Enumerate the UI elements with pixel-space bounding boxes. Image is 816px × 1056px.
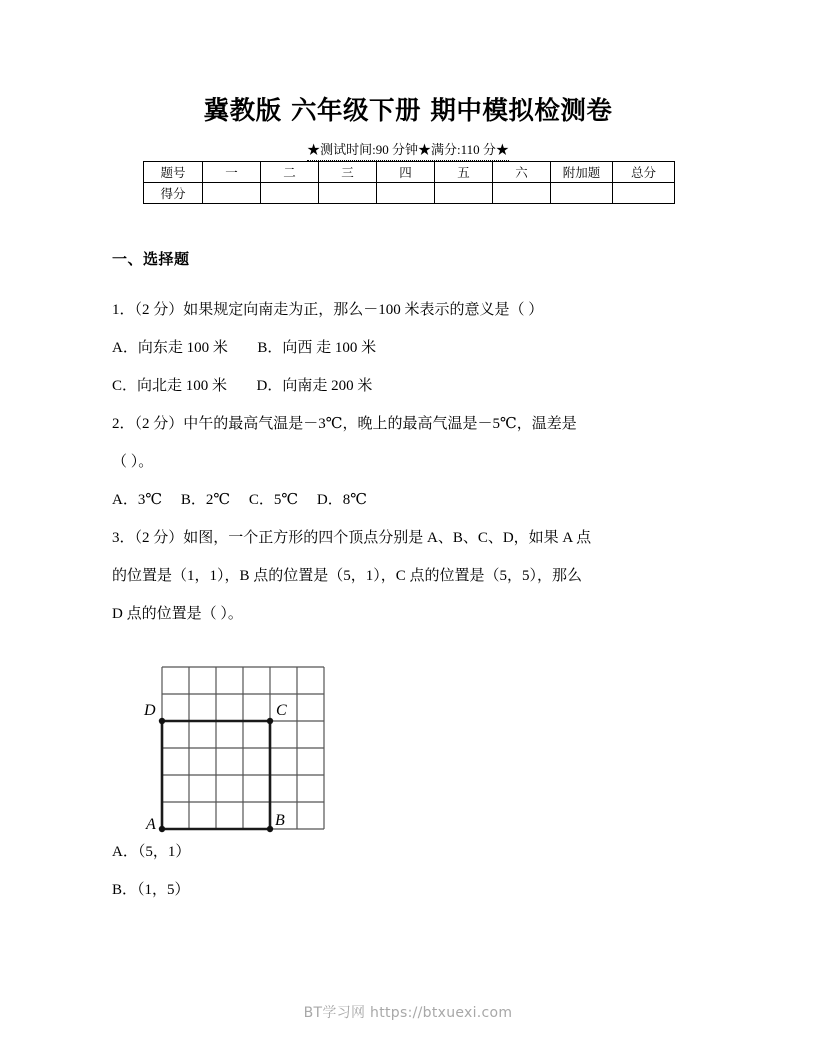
score-cell[interactable] bbox=[261, 183, 319, 204]
question-2-options-row[interactable]: A．3℃ B．2℃ C．5℃ D．8℃ bbox=[112, 492, 368, 508]
question-1-option-c[interactable]: C．向北走 100 米 bbox=[112, 378, 228, 394]
score-cell[interactable] bbox=[377, 183, 435, 204]
score-cell[interactable] bbox=[435, 183, 493, 204]
score-cell[interactable] bbox=[551, 183, 613, 204]
question-1-options-row-2 bbox=[112, 367, 704, 405]
question-3-option-b[interactable]: B．（1，5） bbox=[112, 882, 190, 898]
vertex-label-d: D bbox=[144, 702, 156, 719]
question-1-option-a[interactable]: A．向东走 100 米 bbox=[112, 340, 228, 356]
score-table-header-cell: 四 bbox=[377, 162, 435, 183]
question-3-figure bbox=[112, 645, 704, 833]
question-2-stem-line-1: 2．（2 分）中午的最高气温是－3℃，晚上的最高气温是－5℃，温差是 bbox=[112, 416, 577, 432]
question-2-stem-line-2: （ ）。 bbox=[112, 454, 154, 470]
question-3 bbox=[112, 519, 704, 909]
vertex-label-c: C bbox=[276, 702, 287, 719]
score-table-header-cell: 三 bbox=[319, 162, 377, 183]
question-3-stem-line-1: 3．（2 分）如图，一个正方形的四个顶点分别是 A、B、C、D，如果 A 点 bbox=[112, 530, 592, 546]
score-table-header-cell: 题号 bbox=[144, 162, 203, 183]
footer-watermark: BT学习网 https://btxuexi.com bbox=[303, 1005, 513, 1021]
exam-meta-line bbox=[0, 142, 816, 161]
question-2 bbox=[112, 405, 704, 519]
score-table-header-cell: 一 bbox=[203, 162, 261, 183]
question-3-stem-line-3: D 点的位置是（ ）。 bbox=[112, 606, 243, 622]
vertex-label-b: B bbox=[275, 812, 285, 829]
score-table-header-cell: 六 bbox=[493, 162, 551, 183]
section-heading-multiple-choice: 一、选择题 bbox=[112, 250, 190, 268]
score-cell[interactable] bbox=[203, 183, 261, 204]
score-cell[interactable] bbox=[319, 183, 377, 204]
score-cell[interactable] bbox=[493, 183, 551, 204]
question-1 bbox=[112, 291, 704, 405]
question-1-option-b[interactable]: B．向西 走 100 米 bbox=[257, 340, 377, 356]
grid-lines bbox=[162, 667, 324, 829]
score-cell[interactable] bbox=[613, 183, 675, 204]
question-1-options-row-1 bbox=[112, 329, 704, 367]
question-3-option-a[interactable]: A．（5，1） bbox=[112, 844, 191, 860]
exam-meta-text: ★测试时间:90 分钟★满分:110 分★ bbox=[307, 142, 509, 161]
table-row-header bbox=[144, 162, 675, 183]
table-row-scores bbox=[144, 183, 675, 204]
score-table-row-label: 得分 bbox=[144, 183, 203, 204]
coordinate-grid-diagram bbox=[137, 657, 299, 833]
score-table-header-cell: 五 bbox=[435, 162, 493, 183]
exam-body bbox=[112, 248, 704, 909]
question-3-stem-line-2: 的位置是（1，1），B 点的位置是（5，1），C 点的位置是（5，5），那么 bbox=[112, 568, 583, 584]
vertex-label-a: A bbox=[146, 816, 156, 833]
score-table-header-cell: 附加题 bbox=[551, 162, 613, 183]
score-table-header-cell: 总分 bbox=[613, 162, 675, 183]
question-1-option-d[interactable]: D．向南走 200 米 bbox=[256, 378, 373, 394]
page-title: 冀教版 六年级下册 期中模拟检测卷 bbox=[203, 96, 613, 126]
score-table bbox=[143, 161, 675, 204]
question-1-stem: 1．（2 分）如果规定向南走为正，那么－100 米表示的意义是（ ） bbox=[112, 302, 544, 318]
score-table-header-cell: 二 bbox=[261, 162, 319, 183]
